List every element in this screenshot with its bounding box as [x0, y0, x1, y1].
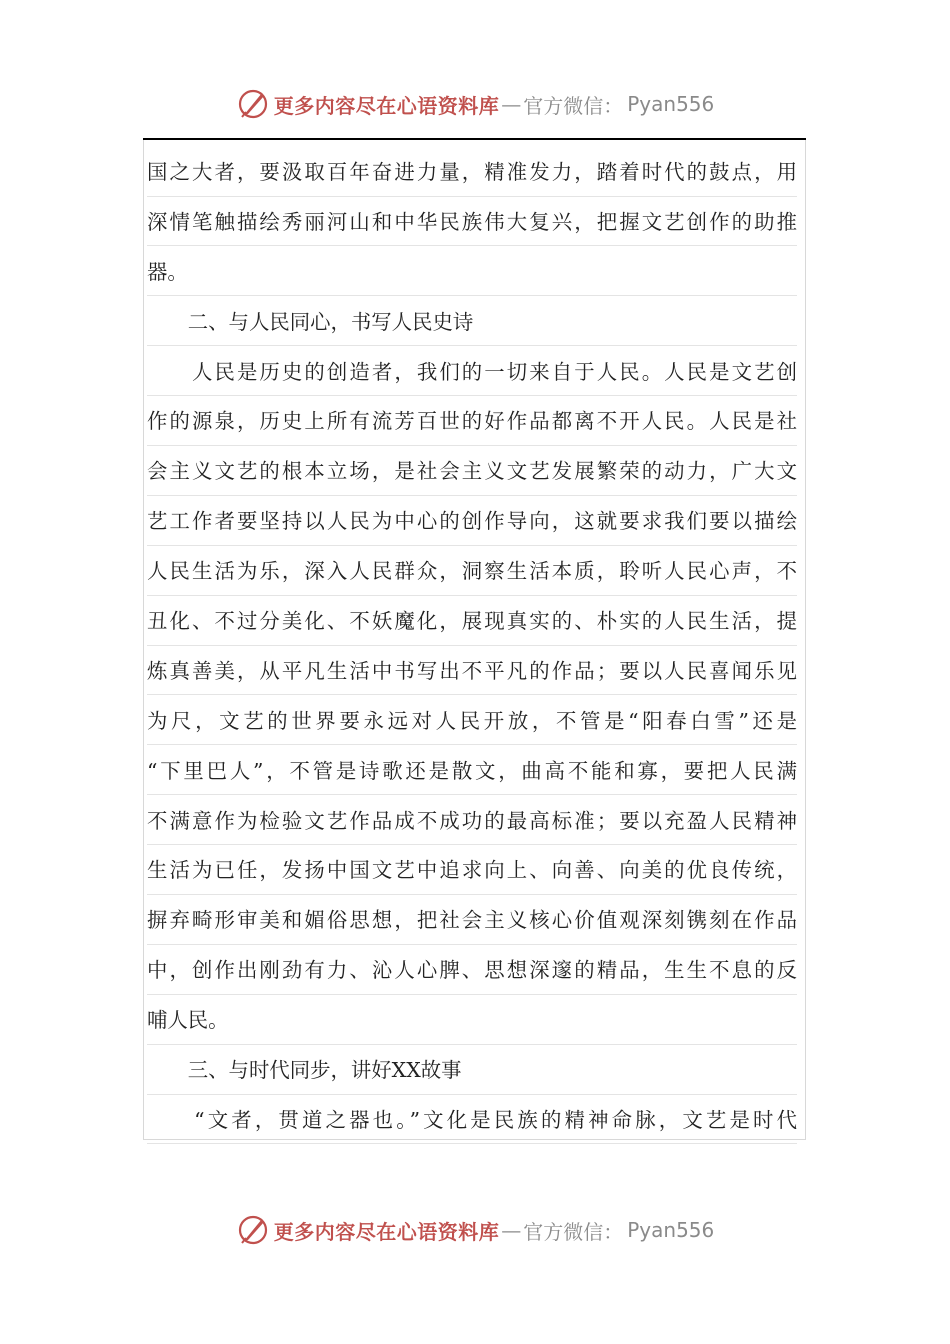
text-line: [147, 248, 797, 297]
text-line: [147, 647, 797, 696]
quill-logo-icon: [236, 1213, 270, 1247]
text-line-content: 丑化、不过分美化、不妖魔化，展现真实的、朴实的人民生活，提: [147, 609, 797, 634]
text-line: [147, 1096, 797, 1145]
banner-wechat-id: Pyan556: [627, 92, 715, 116]
text-line-content: 哺人民。: [147, 1008, 229, 1033]
text-line-content: 深情笔触描绘秀丽河山和中华民族伟大复兴，把握文艺创作的助推: [147, 209, 797, 234]
footer-banner: [0, 1210, 950, 1250]
banner-brand: 更多内容尽在心语资料库: [273, 93, 500, 118]
text-line: [147, 397, 797, 446]
text-line-content: 三、与时代同步，讲好XX故事: [147, 1058, 462, 1083]
document-body: [147, 148, 797, 1146]
text-line: [147, 697, 797, 746]
text-line-content: 器。: [147, 259, 188, 284]
text-line: [147, 946, 797, 995]
banner-label: 官方微信：: [523, 1219, 624, 1244]
text-line: [147, 348, 797, 397]
text-line-content: 会主义文艺的根本立场，是社会主义文艺发展繁荣的动力，广大文: [147, 459, 797, 484]
text-line-content: 人民生活为乐，深入人民群众，洞察生活本质，聆听人民心声，不: [147, 559, 797, 584]
text-line: [147, 597, 797, 646]
banner-separator: —: [501, 1218, 522, 1242]
text-line: [147, 996, 797, 1045]
text-line: [147, 198, 797, 247]
text-line: [147, 148, 797, 197]
text-line-content: 艺工作者要坚持以人民为中心的创作导向，这就要求我们要以描绘: [147, 509, 797, 534]
banner-brand: 更多内容尽在心语资料库: [273, 1219, 500, 1244]
text-line: [147, 1046, 797, 1095]
text-line-content: “下里巴人”，不管是诗歌还是散文，曲高不能和寡，要把人民满: [147, 758, 797, 783]
banner-wechat-id: Pyan556: [627, 1218, 715, 1242]
text-line: [147, 896, 797, 945]
text-line-content: 中，创作出刚劲有力、沁人心脾、思想深邃的精品，生生不息的反: [147, 958, 797, 983]
text-line-content: 人民是历史的创造者，我们的一切来自于人民。人民是文艺创: [147, 359, 797, 384]
text-line-content: 不满意作为检验文艺作品成不成功的最高标准；要以充盈人民精神: [147, 808, 797, 833]
text-line: [147, 298, 797, 347]
text-line: [147, 447, 797, 496]
text-line-content: “文者，贯道之器也。”文化是民族的精神命脉，文艺是时代: [147, 1107, 797, 1132]
text-line: [147, 497, 797, 546]
text-line-content: 为尺，文艺的世界要永远对人民开放，不管是“阳春白雪”还是: [147, 708, 797, 733]
text-line-content: 作的源泉，历史上所有流芳百世的好作品都离不开人民。人民是社: [147, 409, 797, 434]
text-line-content: 炼真善美，从平凡生活中书写出不平凡的作品；要以人民喜闻乐见: [147, 658, 797, 683]
banner-separator: —: [501, 92, 522, 116]
text-line: [147, 547, 797, 596]
banner-label: 官方微信：: [523, 93, 624, 118]
text-line: [147, 747, 797, 796]
text-line: [147, 797, 797, 846]
text-line-content: 生活为已任，发扬中国文艺中追求向上、向善、向美的优良传统，: [147, 858, 797, 883]
header-banner: [0, 84, 950, 124]
text-line-content: 国之大者，要汲取百年奋进力量，精准发力，踏着时代的鼓点，用: [147, 160, 797, 184]
text-line-content: 二、与人民同心，书写人民史诗: [147, 309, 474, 334]
text-line-content: 摒弃畸形审美和媚俗思想，把社会主义核心价值观深刻镌刻在作品: [147, 908, 797, 933]
text-line: [147, 846, 797, 895]
quill-logo-icon: [236, 87, 270, 121]
